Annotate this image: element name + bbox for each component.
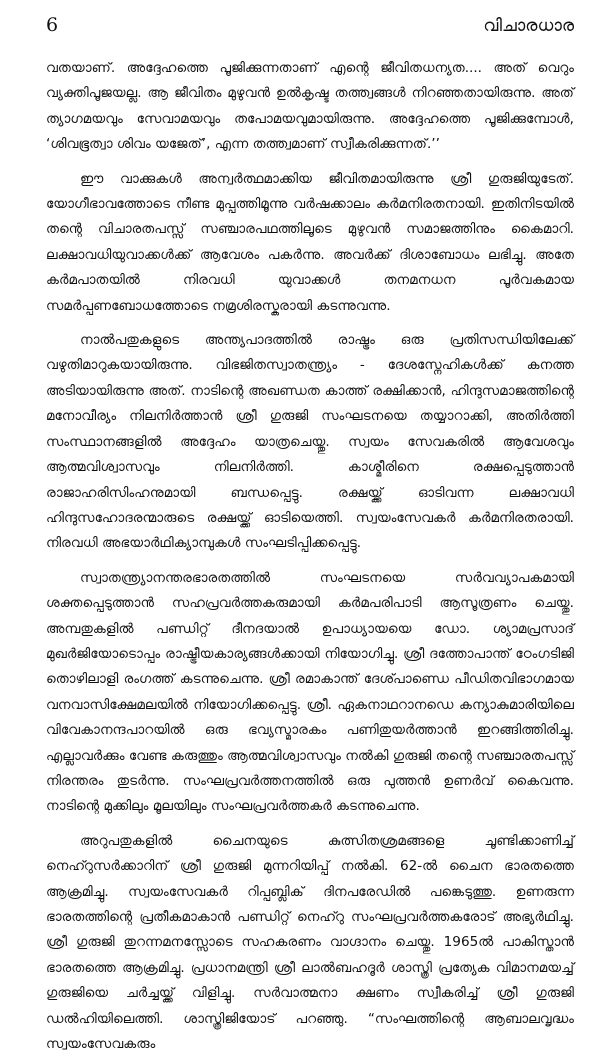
body-text <box>46 56 574 1057</box>
running-title: വിചാരധാര <box>483 16 574 36</box>
paragraph-2: ഈ വാക്കുകൾ അന്വർത്ഥമാക്കിയ ജീവിതമായിരുന്നു ശ്രീ ഗുരുജിയുടേത്. യോഗീഭാവത്തോടെ നീണ്ട മുപ്പത്തിമൂന്നു വർഷക്കാലം കർമനിരതനായി. ഇതിനിടയിൽ തന്റെ വിചാരതപസ്സ് സഞ്ചാരപഥത്തിലൂടെ മുഴുവൻ സമാജത്തിനും കൈമാറി. ലക്ഷാവധിയുവാക്കൾക്ക് ആവേശം പകർന്നു. അവർക്ക് ദിശാബോധം ലഭിച്ചു. അതേ കർമപാതയിൽ നിരവധി യുവാക്കൾ തനമനധന പൂർവകമായ സമർപ്പണബോധത്തോടെ നമ്രശിരസ്കരായി കടന്നുവന്നു. <box>46 170 574 314</box>
paragraph-3: നാൽപതുകളുടെ അന്ത്യപാദത്തിൽ രാഷ്ട്രം ഒരു പ്രതിസന്ധിയിലേക്ക് വഴുതിമാറുകയായിരുന്നു. വിഭജിതസ്വാതന്ത്ര്യം - ദേശസ്നേഹികൾക്ക് കനത്ത അടിയായിരുന്നു അത്. നാടിന്റെ അഖണ്ഡത കാത്ത് രക്ഷിക്കാൻ, ഹിന്ദുസമാജത്തിന്റെ മനോവീര്യം നിലനിർത്താൻ ശ്രീ ഗുരുജി സംഘടനയെ തയ്യാറാക്കി, അതിർത്തി സംസ്ഥാനങ്ങളിൽ അദ്ദേഹം യാത്രചെയ്തു. സ്വയം സേവകരിൽ ആവേശവും ആത്മവിശ്വാസവും നിലനിർത്തി. കാശ്മീരിനെ രക്ഷപ്പെടുത്താൻ രാജാഹരിസിംഹനുമായി ബന്ധപ്പെട്ടു. രക്ഷയ്ക്ക് ഓടിവന്ന ലക്ഷാവധി ഹിന്ദുസഹോദരന്മാരുടെ രക്ഷയ്ക്ക് ഓടിയെത്തി. സ്വയംസേവകർ കർമനിരതരായി. നിരവധി അഭയാർഥിക്യാമ്പുകൾ സംഘടിപ്പിക്കപ്പെട്ടു. <box>46 332 574 552</box>
paragraph-4: സ്വാതന്ത്ര്യാനന്തരഭാരതത്തിൽ സംഘടനയെ സർവവ്യാപകമായി ശക്തപ്പെടുത്താൻ സഹപ്രവർത്തകരുമായി കർമപരിപാടി ആസൂത്രണം ചെയ്തു. അമ്പതുകളിൽ പണ്ഡിറ്റ് ദീനദയാൽ ഉപാധ്യായയെ ഡോ. ശ്യാമപ്രസാദ് മുഖർജിയോടൊപ്പം രാഷ്ട്രീയകാര്യങ്ങൾക്കായി നിയോഗിച്ചു. ശ്രീ ദത്തോപാന്ത് ഠേംഗടിജി തൊഴിലാളി രംഗത്ത് കടന്നുചെന്നു. ശ്രീ രമാകാന്ത് ദേശ്പാണ്ഡെ പീഡിതവിഭാഗമായ വനവാസിക്ഷേമലയിൽ നിയോഗിക്കപ്പെട്ടു. ശ്രീ. ഏകനാഥറാനഡെ കന്യാകുമാരിയിലെ വിവേകാനന്ദപാറയിൽ ഒരു ഭവ്യസ്മാരകം പണിതുയർത്താൻ ഇറങ്ങിത്തിരിച്ചു. എല്ലാവർക്കും വേണ്ട കരുത്തും ആത്മവിശ്വാസവും നൽകി ഗുരുജി തന്റെ സഞ്ചാരതപസ്സ് നിരന്തരം തുടർന്നു. സംഘപ്രവർത്തനത്തിൽ ഒരു പുത്തൻ ഉണർവ് കൈവന്നു. നാടിന്റെ മുക്കിലും മൂലയിലും സംഘപ്രവർത്തകർ കടന്നുചെന്നു. <box>46 569 574 815</box>
page-number: 6 <box>46 14 59 36</box>
page-header <box>46 14 574 48</box>
paragraph-5: അറുപതുകളിൽ ചൈനയുടെ കുത്സിതശ്രമങ്ങളെ ചൂണ്ടിക്കാണിച്ച് നെഹ്റുസർക്കാറിന് ശ്രീ ഗുരുജി മുന്നറിയിപ്പ് നൽകി. 62-ൽ ചൈന ഭാരതത്തെ ആക്രമിച്ചു. സ്വയംസേവകർ റിപ്പബ്ലിക് ദിനപരേഡിൽ പങ്കെടുത്തു. ഉണരുന്ന ഭാരതത്തിന്റെ പ്രതീകമാകാൻ പണ്ഡിറ്റ് നെഹ്റു സംഘപ്രവർത്തകരോട് അഭ്യർഥിച്ചു. ശ്രീ ഗുരുജി തുറന്നമനസ്സോടെ സഹകരണം വാഗ്ദാനം ചെയ്തു. 1965ൽ പാകിസ്താൻ ഭാരതത്തെ ആക്രമിച്ചു. പ്രധാനമന്ത്രി ശ്രീ ലാൽബഹദൂർ ശാസ്ത്രി പ്രത്യേക വിമാനമയച്ച് ഗുരുജിയെ ചർച്ചയ്ക്ക് വിളിച്ചു. സർവാത്മനാ ക്ഷണം സ്വീകരിച്ച് ശ്രീ ഗുരുജി ഡൽഹിയിലെത്തി. ശാസ്ത്രിജിയോട് പറഞ്ഞു. “സംഘത്തിന്റെ ആബാലവൃദ്ധം സ്വയംസേവകരും <box>46 832 574 1053</box>
paragraph-1: വതയാണ്. അദ്ദേഹത്തെ പൂജിക്കുന്നതാണ് എന്റെ ജീവിതധന്യത.... അത് വെറും വ്യക്തിപൂജയല്ല. ആ ജീവിതം മുഴുവൻ ഉൽകൃഷ്ട തത്ത്വങ്ങൾ നിറഞ്ഞതായിരുന്നു. അത് ത്യാഗമയവും സേവാമയവും തപോമയവുമായിരുന്നു. അദ്ദേഹത്തെ പൂജിക്കുമ്പോൾ, ‘ശിവഭൂത്വാ ശിവം യജേത്’, എന്ന തത്ത്വമാണ് സ്വീകരിക്കുന്നത്.’’ <box>46 60 574 153</box>
